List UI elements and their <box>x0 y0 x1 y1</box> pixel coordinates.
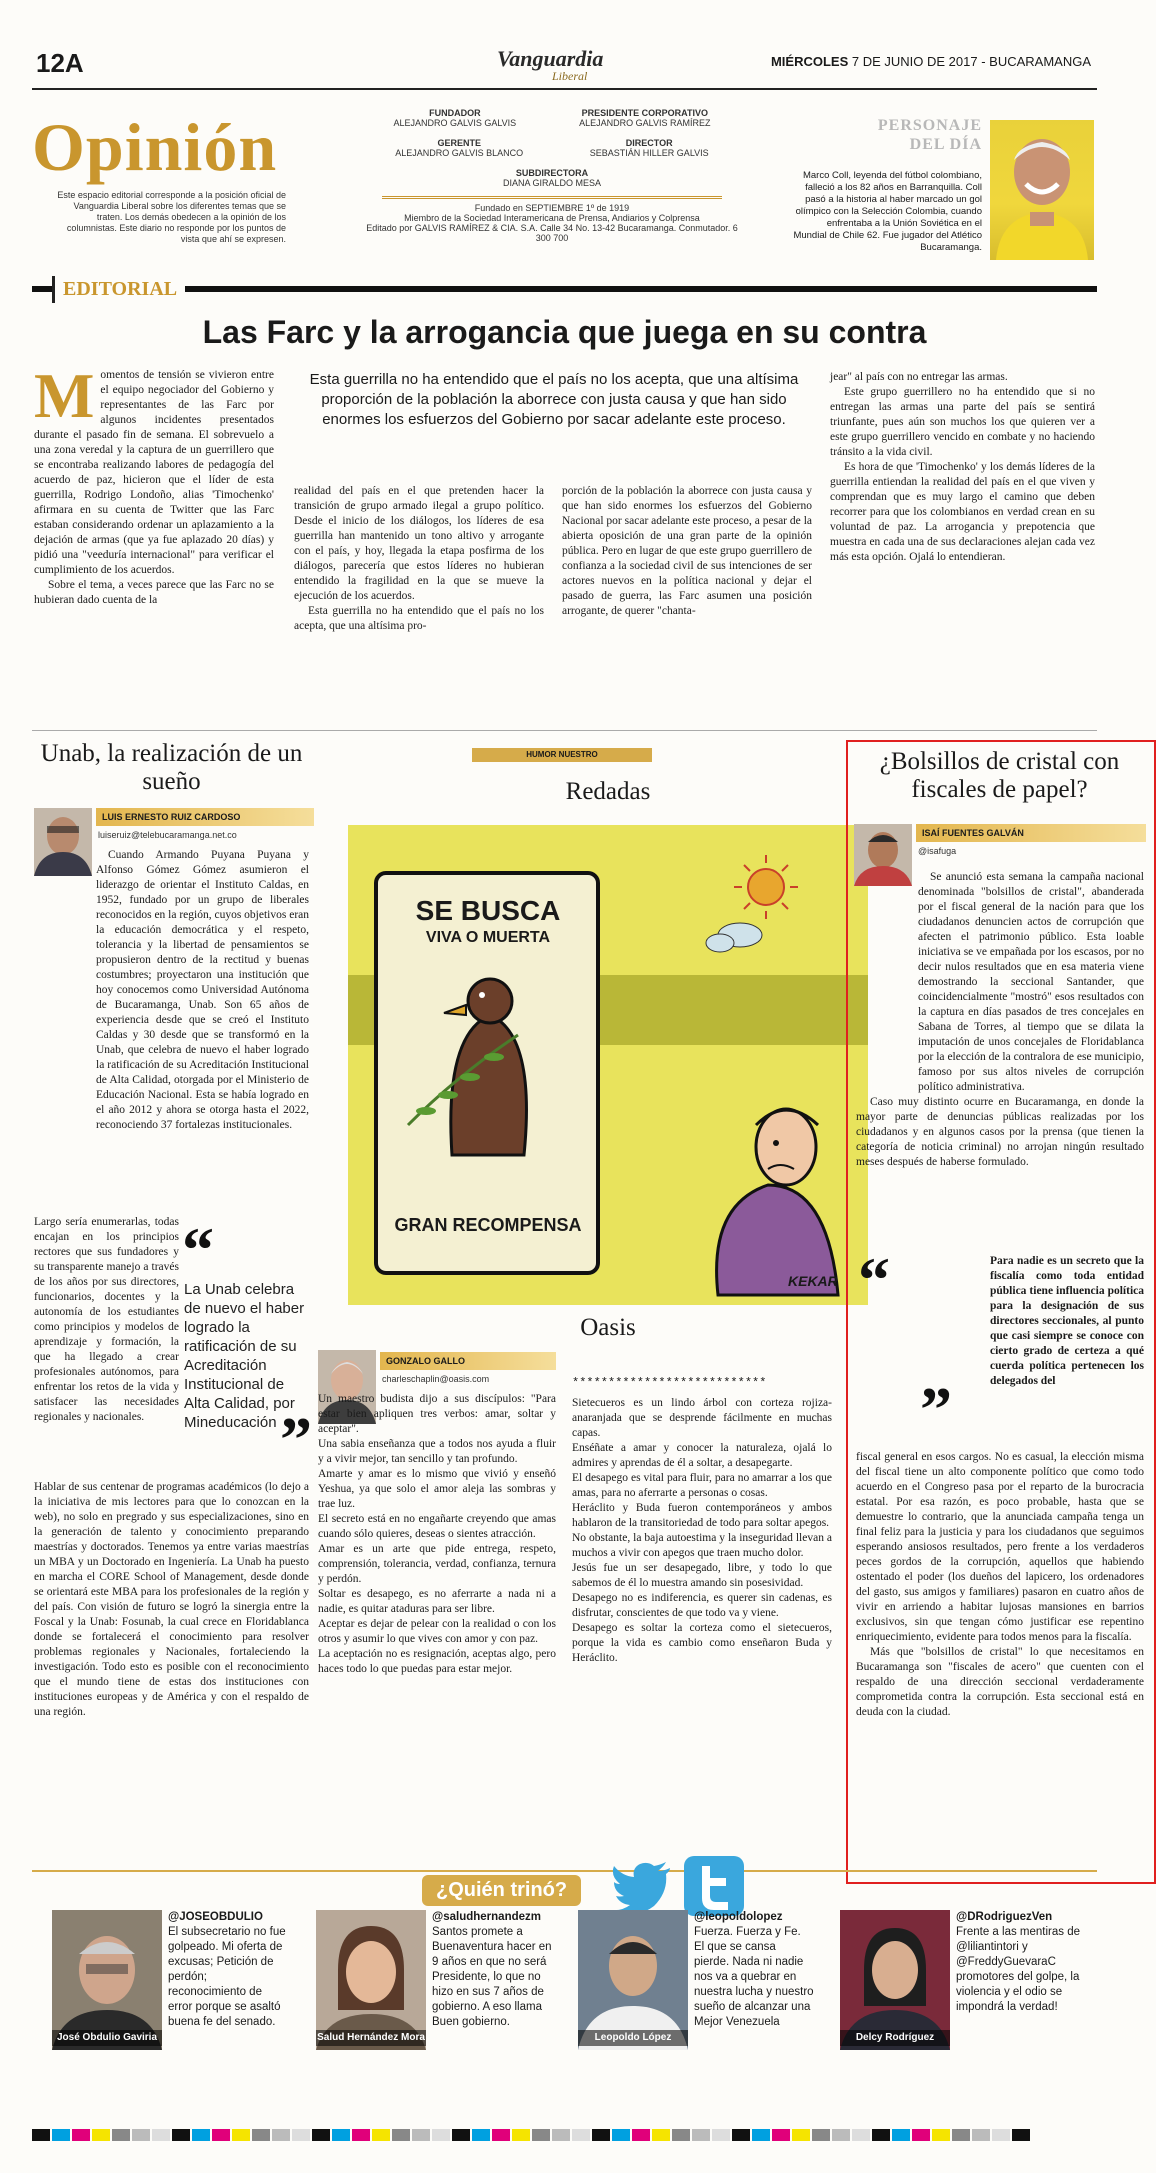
tweet-1-photo <box>52 1910 162 2050</box>
tweet-4-handle[interactable]: @DRodriguezVen <box>956 1911 1053 1923</box>
poster-line-1: SE BUSCA <box>415 895 561 926</box>
fundador: ALEJANDRO GALVIS GALVIS <box>393 118 517 128</box>
tweet-1 <box>168 1910 288 2030</box>
humor-title: Redadas <box>565 778 651 805</box>
oasis-title: Oasis <box>580 1314 636 1341</box>
date-day: MIÉRCOLES <box>770 54 849 69</box>
tweet-2 <box>432 1910 552 2030</box>
dateline <box>771 54 1091 69</box>
tweet-3 <box>694 1910 814 2030</box>
unab-p1: Cuando Armando Puyana Puyana y Alfonso Gómez Gómez asumieron el liderazgo de orientar el Instituto Caldas, en 1952, fundado por un grupo de liberales reconocidos en la región, cuyos objetivos eran la educación democrática y el respeto, tolerancia y la libertad de pensamientos se propusieron dentro de la rectitud y buenas costumbres; proyectaron una institución que hoy conocemos como Universidad Autónoma de Bucaramanga, Unab. Son 65 años de experiencia desde que se creó el Instituto Caldas y 30 desde que se transformó en la Unab, que celebra de nuevo el haber logrado la ratificación de su Acreditación Institucional de Alta Calidad, otorgada por el Ministerio de Educación Nacional. Esta se había logrado en el año 2012 y ahora se otorga hasta el 2022, reconociendo 37 fortalezas institucionales. <box>96 849 310 1131</box>
cartoon-signature: KEKAR <box>788 1273 838 1289</box>
open-quote-icon-2: “ <box>858 1244 890 1315</box>
bolsillos-p2: Caso muy distinto ocurre en Bucaramanga, en donde la mayor parte de denuncias públicas realizadas por los ciudadanos y en algunos casos por la prensa (que tienen la categoría de noticia criminal) no arrojan ningún resultado meses después de haberse formulado. <box>856 1096 1144 1168</box>
tweet-2-handle[interactable]: @saludhernandezm <box>432 1911 541 1923</box>
top-bar <box>32 40 1097 90</box>
poster-bottom: GRAN RECOMPENSA <box>394 1215 582 1235</box>
tweet-3-handle[interactable]: @leopoldolopez <box>694 1911 783 1923</box>
editorial-col-2 <box>294 484 544 634</box>
tweet-2-name: Salud Hernández Mora <box>316 2030 426 2046</box>
section-title: Opinión <box>32 109 278 185</box>
bolsillos-p1: Se anunció esta semana la campaña nacional denominada "bolsillos de cristal", abanderada por el fiscal general de la nación para que los ciudadanos denuncien actos de corrupción que afecten el patrimonio público. Esta loable iniciativa se ve empañada por los escasos, por no decir nulos resultados que en esa materia viene demostrando la seccional Santander, que coincidencialmente "mostró" esos resultados con la captura en días pasados de tres concejales en Sabana de Torres, al tiempo que se dilata la imputación de unos concejales de Floridablanca por la elección de la contralora de ese municipio, famoso por sus altos niveles de corrupción político administrativa. <box>918 871 1144 1093</box>
quien-trino-label: ¿Quién trinó? <box>422 1875 581 1906</box>
editorial-col2b-text: Esta guerrilla no ha entendido que el país no los acepta, que una altísima pro- <box>294 605 544 632</box>
fundador-label: FUNDADOR <box>429 108 481 118</box>
editorial-col4-text: jear" al país con no entregar las armas. <box>830 371 1008 383</box>
bolsillos-body <box>856 870 1144 1170</box>
bolsillos-quote: Para nadie es un secreto que la fiscalía como toda entidad pública tiene influencia política para la designación de sus directores seccionales, al punto que casi siempre se conoce con cierto grado de certeza a qué cuerda política pertenecen los delegados del <box>990 1255 1144 1387</box>
oasis-right: Sietecueros es un lindo árbol con corteza rojiza-anaranjada que se desprende fácilmente en muchas capas. Enséñate a amar y conocer la naturaleza, ojalá lo admires y aprendas de él a soltar, a desapegarte. El desapego es vital para fluir, para no amarrar a los que amas, para no aferrarte a personas o cosas. Heráclito y Buda fueron contemporáneos y ambos hablaron de la transitoriedad de todo para soltar apegos. No obstante, la baja autoestima y la inseguridad llevan a muchos a vivir con apegos que traen mucho dolor. Jesús fue un ser desapegado, libre, y todo lo que sabemos de él lo muestra amando sin posesividad. Desapego no es indiferencia, es querer sin cadenas, es disfrutar, conscientes de que todo va y viene. Desapego es soltar la corteza como el sietecueros, porque la vida es cambio como enseñaron Buda y Heráclito. <box>572 1397 832 1664</box>
tweet-4-name: Delcy Rodríguez <box>840 2030 950 2046</box>
oasis-stars: *************************** <box>572 1376 767 1390</box>
oasis-email: charleschaplin@oasis.com <box>382 1374 490 1384</box>
subdirectora: DIANA GIRALDO MESA <box>502 178 602 188</box>
personaje-photo <box>990 120 1094 260</box>
tweet-3-name: Leopoldo López <box>578 2030 688 2046</box>
tweet-1-handle[interactable]: @JOSEOBDULIO <box>168 1911 263 1923</box>
director-label: DIRECTOR <box>625 138 673 148</box>
oasis-author: GONZALO GALLO <box>380 1352 556 1370</box>
bolsillos-p3: fiscal general en esos cargos. No es casual, la elección misma del fiscal tiene un alto componente político que como todo acuerdo en el Congreso pasa por el reparto de la burocracia estatal. Por esa razón, es poco probable, hasta que se demuestre lo contrario, que la anunciada campaña tenga un final feliz para la justicia y para los ciudadanos que seguimos esperando ansiosos resultados, pero frente a los verdaderos peces gordos de la corrupción, aquellos que habiendo ostentado el poder (los dueños del lapicero, los ordenadores del gasto, sus amigos y familiares) pasaron en cuatro años de vivir en arriendo a habitar lujosas mansiones en barrios exclusivos, sin que tengan cómo justificar ese repentino enriquecimiento, evidente para todos menos para la fiscalía. <box>856 1451 1144 1643</box>
color-calibration-strip <box>32 2128 1097 2140</box>
bolsillos-body-2 <box>856 1450 1144 1720</box>
editorial-label: EDITORIAL <box>52 276 185 303</box>
unab-quote: La Unab celebra de nuevo el haber logrado la ratificación de su Acreditación Institucional de Alta Calidad, por Mineducación <box>184 1281 305 1431</box>
unab-email: luiseruiz@telebucaramanga.net.co <box>98 830 237 840</box>
bolsillos-p4: Más que "bolsillos de cristal" lo que necesitamos en Bucaramanga son "fiscales de acero" que cuenten con el respaldo de una dirección seccional verdaderamente comprometida contra la corrupción. Esta seccional está en deuda con la ciudad. <box>856 1646 1144 1718</box>
section-note: Este espacio editorial corresponde a la posición oficial de Vanguardia Liberal sobre los diferentes temas que se traten. Los demás obedecen a la opinión de los columnistas. Este diario no responde por los puntos de vista que ahí se expresen. <box>57 190 286 244</box>
personaje-title-2: DEL DÍA <box>909 136 982 153</box>
gerente: ALEJANDRO GALVIS BLANCO <box>395 148 524 158</box>
presidente: ALEJANDRO GALVIS RAMÍREZ <box>579 118 711 128</box>
newspaper-logo-sub: Liberal <box>552 69 588 83</box>
tweet-3-photo <box>578 1910 688 2050</box>
subdirectora-label: SUBDIRECTORA <box>515 168 589 178</box>
newspaper-page <box>32 40 1144 2150</box>
editorial-col4b-text: Este grupo guerrillero no ha entendido que si no entregan las armas una parte del país se sentirá triunfante, pues aún son muchos los que quieren ver a este grupo guerrillero vencido en combate y no haciendo tránsito a la vida civil. <box>830 386 1095 458</box>
bolsillos-email: @isafuga <box>918 846 957 856</box>
tweet-3-text: Fuerza. Fuerza y Fe. El que se cansa pierde. Nada ni nadie nos va a quebrar en nuestra lucha y nuestro sueño de alcanzar una Mejor Venezuela <box>694 1926 814 2028</box>
trino-divider <box>32 1870 1097 1872</box>
divider <box>32 730 1097 731</box>
editorial-col-4 <box>830 370 1095 565</box>
twitter-bird-icon <box>612 1862 672 1917</box>
editorial-col4c-text: Es hora de que 'Timochenko' y los demás líderes de la guerrilla entiendan la realidad del país en el que viven y comprendan que es muy largo el camino que deben recorrer para que los colombianos en verdad crean en su voluntad de paz. La arrogancia y prepotencia que muestra en cada una de sus declaraciones alejan cada vez más esta opción. Ojalá lo entendieran. <box>830 461 1095 563</box>
editorial-col-1 <box>34 360 274 608</box>
unab-title: Unab, la realización de un sueño <box>40 740 303 795</box>
tweet-4-text: Frente a las mentiras de @liliantintori y @FreddyGuevaraC promotores del golpe, la violencia y el odio se impondrá la verdad! <box>956 1926 1081 2013</box>
editorial-bar <box>32 276 1097 302</box>
presidente-label: PRESIDENTE CORPORATIVO <box>581 108 708 118</box>
close-quote-icon: ” <box>280 1404 312 1475</box>
personaje-title-1: PERSONAJE <box>877 117 982 134</box>
unab-author: LUIS ERNESTO RUIZ CARDOSO <box>96 808 314 826</box>
unab-body-3: Hablar de sus centenar de programas académicos (lo dejo a la iniciativa de mis lectores para que lo conozcan en la web), no solo en pregrado y sus especializaciones, sino en la generación de talento y conocimiento preparando maestrías y doctorados. Tenemos ya entre varias maestrías un MBA y un Doctorado en Ingeniería. La Unab ha puesto en marcha el CORE School of Management, desde donde se orientará este MBA para los profesionales de la región y del país. Con visión de futuro se logró la sinergia entre la Foscal y la Unab: Fosunab, la cual crece en Floridablanca donde se fortalecerá el conocimiento para resolver problemas regionales y Nacionales, fortaleciendo la investigación. Todo esto es posible con el reconocimiento que el mundo tiene de estas dos instituciones con instituciones europeas y de América y con el respaldo de una región. <box>34 1481 309 1718</box>
founded-line: Fundado en SEPTIEMBRE 1º de 1919 <box>474 203 630 213</box>
dropcap: M <box>34 360 95 431</box>
unab-body <box>34 848 309 1133</box>
oasis-left: Un maestro budista dijo a sus discípulos: "Para estar bien apliquen tres verbos: amar, soltar y aceptar". Una sabia enseñanza que a todos nos ayuda a fluir y a vivir mejor, tan sencillo y tan profundo. Amarte y amar es lo mismo que vivió y enseñó Yeshua, ya que solo el amor aleja las sombras y trae luz. El secreto está en no engañarte creyendo que amas cuando sólo quieres, deseas o sientes atracción. Amar es un arte que pide entrega, respeto, comprensión, tolerancia, verdad, confianza, ternura y perdón. Soltar es desapego, es no aferrarte a nada ni a nadie, es quitar ataduras para ser libre. Aceptar es dejar de pelear con la realidad o con los otros y asumir lo que vives con amor y con paz. La aceptación no es resignación, aceptas algo, pero haces todo lo que puedas para estar mejor. <box>318 1393 556 1675</box>
humor-label: HUMOR NUESTRO <box>472 748 652 762</box>
editor-line: Editado por GALVIS RAMÍREZ & CIA. S.A. Calle 34 No. 13-42 Bucaramanga. Conmutador. 6 300 700 <box>366 223 738 243</box>
editorial-headline: Las Farc y la arrogancia que juega en su contra <box>202 314 927 350</box>
member-line: Miembro de la Sociedad Interamericana de Prensa, Andiarios y Colprensa <box>404 213 700 223</box>
newspaper-logo: Vanguardia <box>497 46 604 71</box>
date-rest: 7 DE JUNIO DE 2017 - BUCARAMANGA <box>851 54 1091 69</box>
editorial-col-3: porción de la población la aborrece con justa causa y que han sido enormes los esfuerzos del Gobierno Nacional por sacar adelante este proceso, a pesar de la abierta oposición de una gran parte de la opinión pública. Pero en lugar de que este grupo guerrillero de confianza a la sociedad civil de sus intenciones de ser actores nuevos en la política nacional y dejar el pasado de guerra, las Farc asumen una posición arrogante, de querer "chanta- <box>562 485 812 617</box>
open-quote-icon: “ <box>182 1214 214 1285</box>
poster-line-2: VIVA O MUERTA <box>425 929 551 946</box>
editorial-pullquote: Esta guerrilla no ha entendido que el país no los acepta, que una altísima proporción de la población la aborrece con justa causa y que han sido enormes los esfuerzos del Gobierno por sacar adelante este proceso. <box>309 371 799 428</box>
tweet-4 <box>956 1910 1086 2015</box>
page-number: 12A <box>36 48 84 78</box>
personaje-text: Marco Coll, leyenda del fútbol colombiano, falleció a los 82 años en Barranquilla. Coll pasó a la historia al haber marcado un gol olímpico con la Selección Colombia, cuando enfrentaba a la Unión Soviética en el Mundial de Chile 62. Fue jugador del Atlético Bucaramanga. <box>793 170 982 253</box>
director: SEBASTIÁN HILLER GALVIS <box>589 148 709 158</box>
editorial-col1b-text: Sobre el tema, a veces parece que las Farc no se hubieran dado cuenta de la <box>34 579 274 606</box>
tweet-2-text: Santos promete a Buenaventura hacer en 9 años en que no será Presidente, lo que no hizo en sus 7 años de gobierno. A eso llama Buen gobierno. <box>432 1926 552 2028</box>
masthead <box>362 100 742 243</box>
unab-body-2: Largo sería enumerarlas, todas encajan en los principios rectores que sus fundadores y su transparente manejo a través de los años por sus directores, funcionarios, docentes y la autonomía de los estudiantes como principios y modelos de aprendizaje y formación, la que ha llegado a crear profesionales autónomos, para enfrentar los retos de la vida y satisfacer las necesidades regionales y nacionales. <box>34 1216 179 1423</box>
editorial-col1-text: omentos de tensión se vivieron entre el equipo negociador del Gobierno y representantes de las Farc por algunos incidentes presentados durante el pasado fin de semana. El sobrevuelo a una zona veredal y la captura de un guerrillero que se encontraba realizando labores de pedagogía del acuerdo de paz, hicieron que el líder de esta guerrilla, Rodrigo Londoño, alias 'Timochenko' afirmara en su cuenta de Twitter que las Farc estaban considerando ordenar un aplazamiento a la dejación de armas (que ya fue aplazado 20 días) y pidió una "veeduría internacional" para verificar el cumplimiento de los acuerdos. <box>34 369 274 576</box>
cartoon <box>348 825 868 1305</box>
tweet-4-photo <box>840 1910 950 2050</box>
twitter-logo-icon <box>684 1856 744 1916</box>
tweet-1-text: El subsecretario no fue golpeado. Mi oferta de excusas; Petición de perdón; reconocimiento de error porque se asaltó buena fe del senado. <box>168 1926 286 2028</box>
editorial-col2-text: realidad del país en el que pretenden hacer la transición de grupo armado ilegal a grupo político. Desde el inicio de los diálogos, los líderes de esa guerrilla han mantenido un tono altivo y arrogante con el país, y hoy, llegada la etapa posfirma de los diálogos, parecería que estos líderes no hubieran entendido la fragilidad en la que se mueve la ejecución de los acuerdos. <box>294 485 544 602</box>
bolsillos-title: ¿Bolsillos de cristal con fiscales de papel? <box>879 748 1120 803</box>
bolsillos-author: ISAÍ FUENTES GALVÁN <box>916 824 1146 842</box>
tweet-1-name: José Obdulio Gaviria <box>52 2030 162 2046</box>
personaje-title <box>832 116 982 154</box>
tweet-2-photo <box>316 1910 426 2050</box>
close-quote-icon-2: ” <box>920 1374 952 1445</box>
gerente-label: GERENTE <box>437 138 481 148</box>
